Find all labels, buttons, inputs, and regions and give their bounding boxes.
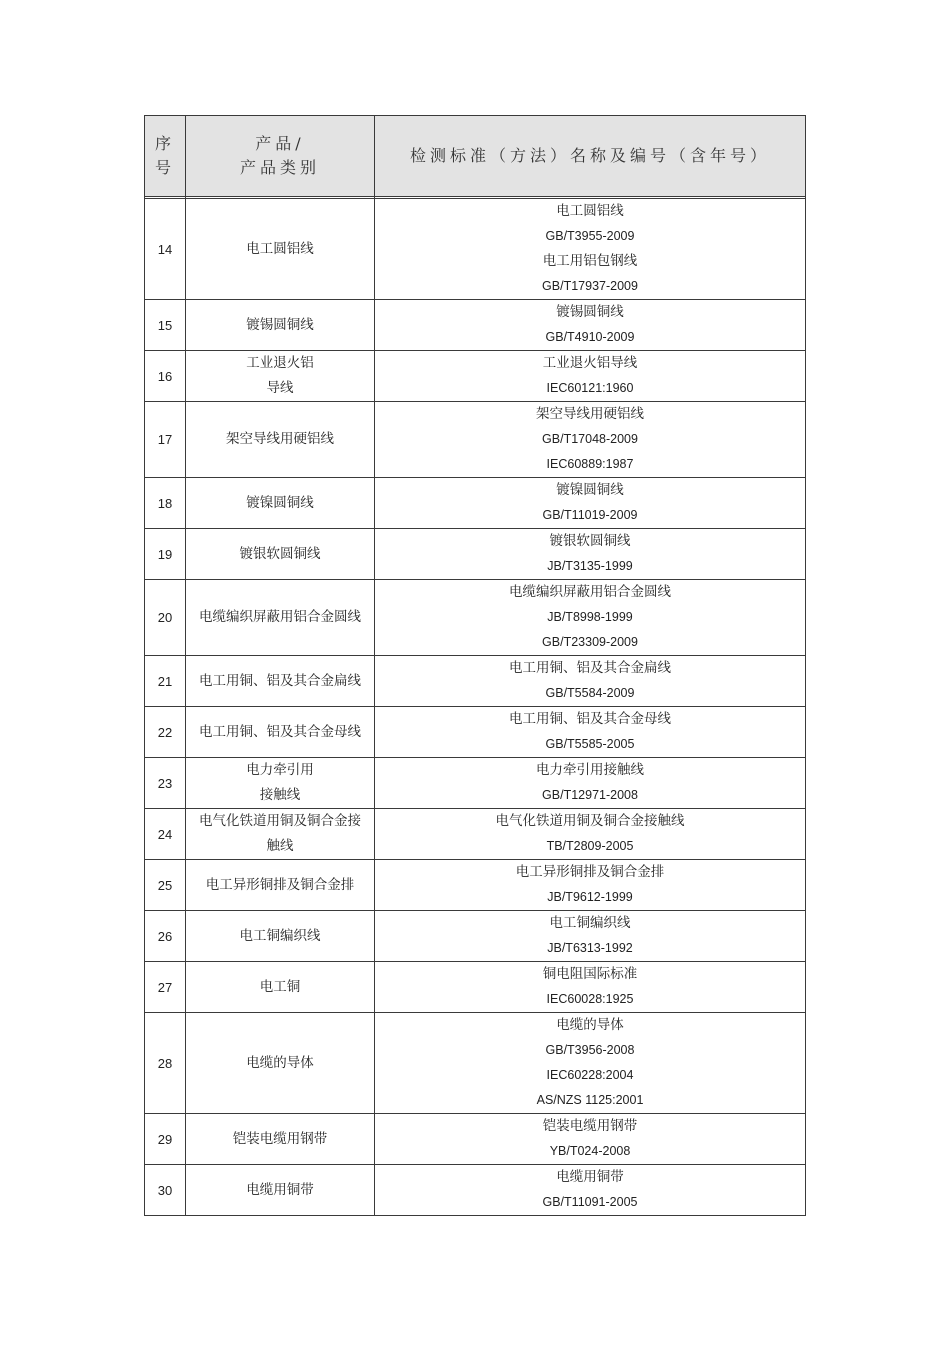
standard-code: GB/T5584-2009 (545, 686, 635, 700)
standard-cell (375, 1013, 806, 1114)
row-number: 15 (145, 300, 186, 351)
standard-cell (375, 580, 806, 656)
table-row (145, 1013, 806, 1114)
standard-name: 电工用铜、铝及其合金母线 (509, 711, 671, 727)
product-cell (186, 478, 375, 529)
standard-code: GB/T3956-2008 (545, 1043, 635, 1057)
header-standard: 检测标准（方法）名称及编号（含年号） (375, 116, 806, 197)
standard-name: 电工异形铜排及铜合金排 (515, 864, 665, 880)
table-row (145, 1114, 806, 1165)
product-name: 电缆的导体 (246, 1054, 314, 1071)
standard-code: JB/T8998-1999 (547, 610, 633, 624)
product-name: 镀镍圆铜线 (246, 494, 314, 511)
standard-code: GB/T12971-2008 (542, 788, 638, 802)
product-name: 接触线 (259, 787, 301, 803)
table-row (145, 300, 806, 351)
product-cell (186, 351, 375, 402)
product-cell (186, 1013, 375, 1114)
row-number: 26 (145, 911, 186, 962)
row-number: 27 (145, 962, 186, 1013)
table-row (145, 707, 806, 758)
product-cell (186, 300, 375, 351)
product-cell (186, 199, 375, 300)
product-name: 电力牵引用 (246, 762, 314, 778)
standard-code: IEC60228:2004 (546, 1068, 634, 1082)
standard-name: 电工圆铝线 (556, 203, 624, 219)
standard-code: AS/NZS 1125:2001 (536, 1093, 644, 1107)
header-product-line: 产品类别 (239, 158, 320, 177)
standard-cell (375, 656, 806, 707)
standard-name: 架空导线用硬铝线 (536, 406, 644, 422)
header-product (186, 116, 375, 197)
standard-code: JB/T6313-1992 (547, 941, 633, 955)
standard-name: 镀银软圆铜线 (549, 533, 631, 549)
standard-code: JB/T3135-1999 (547, 559, 633, 573)
header-no-line: 序 (154, 134, 175, 153)
row-number: 22 (145, 707, 186, 758)
product-name: 电工异形铜排及铜合金排 (205, 876, 355, 893)
table-row (145, 580, 806, 656)
standard-code: GB/T11019-2009 (542, 508, 638, 522)
standard-name: 镀锡圆铜线 (556, 304, 624, 320)
product-name: 电气化铁道用铜及铜合金接 (199, 813, 361, 829)
product-name: 触线 (266, 838, 294, 854)
table-row (145, 478, 806, 529)
standard-code: IEC60889:1987 (546, 457, 634, 471)
product-cell (186, 656, 375, 707)
product-name: 电工用铜、铝及其合金母线 (199, 723, 361, 740)
header-no (145, 116, 186, 197)
row-number: 19 (145, 529, 186, 580)
product-cell (186, 1114, 375, 1165)
row-number: 30 (145, 1165, 186, 1216)
standard-cell (375, 300, 806, 351)
product-cell (186, 911, 375, 962)
standard-name: 电工用铝包钢线 (542, 253, 638, 269)
standard-cell (375, 1114, 806, 1165)
product-name: 电缆编织屏蔽用铝合金圆线 (199, 609, 361, 625)
product-cell (186, 1165, 375, 1216)
standard-name: 电力牵引用接触线 (536, 762, 644, 778)
standard-code: GB/T3955-2009 (545, 229, 635, 243)
row-number: 29 (145, 1114, 186, 1165)
standard-code: GB/T5585-2005 (545, 737, 635, 751)
product-cell (186, 809, 375, 860)
standard-cell (375, 758, 806, 809)
table-row (145, 860, 806, 911)
standard-name: 镀镍圆铜线 (556, 482, 624, 498)
table-row (145, 529, 806, 580)
product-name: 导线 (266, 380, 294, 396)
product-name: 电工用铜、铝及其合金扁线 (199, 672, 361, 689)
row-number: 17 (145, 402, 186, 478)
product-name: 电工铜编织线 (239, 927, 321, 944)
table-row (145, 351, 806, 402)
product-cell (186, 758, 375, 809)
standard-cell (375, 1165, 806, 1216)
standard-name: 电缆编织屏蔽用铝合金圆线 (509, 584, 671, 600)
standard-name: 电工用铜、铝及其合金扁线 (509, 660, 671, 676)
standard-name: 电工铜编织线 (549, 915, 631, 931)
standard-code: GB/T17937-2009 (542, 279, 638, 293)
product-name: 电工圆铝线 (246, 240, 314, 257)
standard-cell (375, 351, 806, 402)
standard-cell (375, 707, 806, 758)
standard-cell (375, 911, 806, 962)
table-header (145, 116, 806, 199)
row-number: 24 (145, 809, 186, 860)
table-row (145, 962, 806, 1013)
standard-code: TB/T2809-2005 (546, 839, 634, 853)
row-number: 20 (145, 580, 186, 656)
standard-name: 铜电阻国际标准 (542, 966, 638, 982)
table-row (145, 656, 806, 707)
standard-code: GB/T4910-2009 (545, 330, 635, 344)
row-number: 14 (145, 199, 186, 300)
standard-cell (375, 402, 806, 478)
standard-cell (375, 809, 806, 860)
product-name: 架空导线用硬铝线 (226, 431, 334, 447)
product-name: 镀锡圆铜线 (246, 316, 314, 333)
product-cell (186, 402, 375, 478)
row-number: 16 (145, 351, 186, 402)
product-name: 电缆用铜带 (246, 1181, 314, 1198)
product-name: 工业退火铝 (246, 355, 314, 371)
standard-cell (375, 860, 806, 911)
standard-cell (375, 529, 806, 580)
product-cell (186, 860, 375, 911)
table-row (145, 402, 806, 478)
table-row (145, 911, 806, 962)
standard-name: 电气化铁道用铜及铜合金接触线 (495, 813, 685, 829)
table-row (145, 1165, 806, 1216)
standard-name: 工业退火铝导线 (542, 355, 638, 371)
standard-name: 电缆的导体 (556, 1017, 624, 1033)
product-name: 电工铜 (259, 978, 301, 995)
table-row (145, 758, 806, 809)
standard-cell (375, 962, 806, 1013)
standard-cell (375, 478, 806, 529)
standard-name: 电缆用铜带 (556, 1169, 624, 1185)
product-cell (186, 707, 375, 758)
row-number: 18 (145, 478, 186, 529)
product-name: 铠装电缆用钢带 (232, 1130, 328, 1147)
standard-code: GB/T11091-2005 (542, 1195, 638, 1209)
product-cell (186, 580, 375, 656)
table-body (145, 199, 806, 1216)
product-name: 镀银软圆铜线 (239, 545, 321, 562)
standard-code: JB/T9612-1999 (547, 890, 633, 904)
standard-code: GB/T23309-2009 (542, 635, 638, 649)
table-row (145, 809, 806, 860)
row-number: 28 (145, 1013, 186, 1114)
row-number: 21 (145, 656, 186, 707)
table-row (145, 199, 806, 300)
row-number: 23 (145, 758, 186, 809)
standard-cell (375, 199, 806, 300)
product-cell (186, 962, 375, 1013)
standard-code: IEC60121:1960 (546, 381, 634, 395)
standard-code: GB/T17048-2009 (542, 432, 638, 446)
product-cell (186, 529, 375, 580)
standard-code: IEC60028:1925 (546, 992, 634, 1006)
standards-table (144, 115, 806, 1216)
row-number: 25 (145, 860, 186, 911)
standard-name: 铠装电缆用钢带 (542, 1118, 638, 1134)
standard-code: YB/T024-2008 (549, 1144, 631, 1158)
header-product-line: 产品/ (255, 134, 305, 153)
header-no-line: 号 (154, 158, 175, 177)
